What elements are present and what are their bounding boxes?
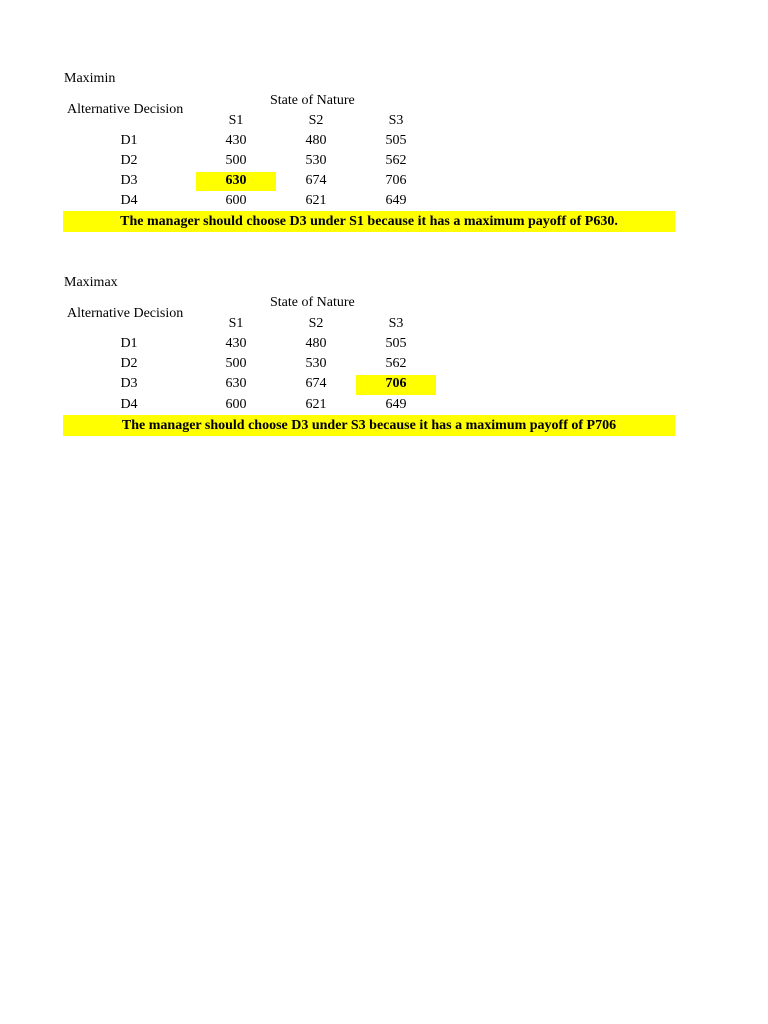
table-cell: 505 <box>385 133 407 148</box>
table-cell: 706 <box>385 173 407 188</box>
table-cell: 630 <box>225 376 247 391</box>
table-cell: 600 <box>225 193 247 208</box>
row-label-d4: D4 <box>120 193 138 208</box>
table-cell: 674 <box>305 173 327 188</box>
table-cell: 562 <box>385 153 407 168</box>
table-cell: 562 <box>385 356 407 371</box>
table-cell: 530 <box>305 153 327 168</box>
table-cell: 480 <box>305 336 327 351</box>
section-title: Maximin <box>64 71 116 86</box>
table-cell: 621 <box>305 193 327 208</box>
table-cell: 430 <box>225 133 247 148</box>
column-header-s2: S2 <box>308 316 324 331</box>
table-cell: 505 <box>385 336 407 351</box>
table-cell: 500 <box>225 153 247 168</box>
table-cell: 600 <box>225 397 247 412</box>
highlighted-cell: 630 <box>196 172 276 191</box>
table-cell: 649 <box>385 397 407 412</box>
conclusion-banner: The manager should choose D3 under S3 because it has a maximum payoff of P706 <box>63 415 675 436</box>
alternative-decision-header: Alternative Decision <box>67 306 184 321</box>
maximin-section <box>0 70 768 270</box>
table-cell: 649 <box>385 193 407 208</box>
table-cell: 480 <box>305 133 327 148</box>
row-label-d2: D2 <box>120 153 138 168</box>
table-cell: 530 <box>305 356 327 371</box>
state-of-nature-header: State of Nature <box>270 295 355 310</box>
table-cell: 500 <box>225 356 247 371</box>
highlighted-cell: 706 <box>356 375 436 395</box>
table-cell: 430 <box>225 336 247 351</box>
state-of-nature-header: State of Nature <box>270 93 355 108</box>
maximax-section <box>0 274 768 474</box>
row-label-d4: D4 <box>120 397 138 412</box>
section-title: Maximax <box>64 275 118 290</box>
column-header-s3: S3 <box>388 113 404 128</box>
column-header-s1: S1 <box>228 316 244 331</box>
table-cell: 621 <box>305 397 327 412</box>
conclusion-banner: The manager should choose D3 under S1 because it has a maximum payoff of P630. <box>63 211 675 232</box>
alternative-decision-header: Alternative Decision <box>67 102 184 117</box>
row-label-d1: D1 <box>120 336 138 351</box>
column-header-s2: S2 <box>308 113 324 128</box>
table-cell: 674 <box>305 376 327 391</box>
row-label-d1: D1 <box>120 133 138 148</box>
column-header-s3: S3 <box>388 316 404 331</box>
row-label-d2: D2 <box>120 356 138 371</box>
column-header-s1: S1 <box>228 113 244 128</box>
row-label-d3: D3 <box>120 173 138 188</box>
row-label-d3: D3 <box>120 376 138 391</box>
